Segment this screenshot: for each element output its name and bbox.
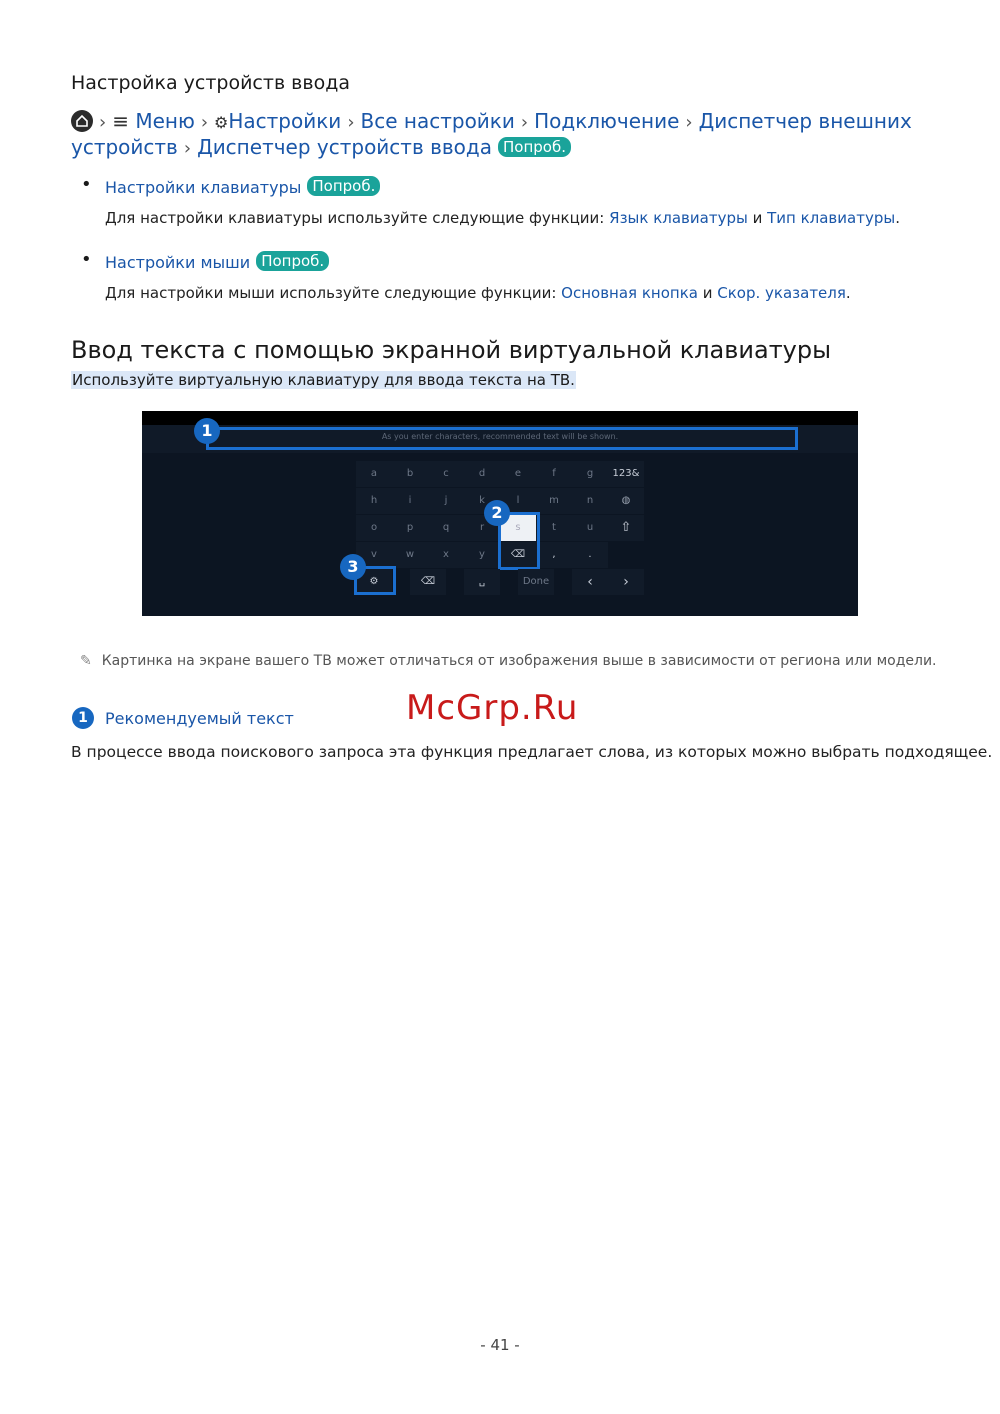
key[interactable]: x bbox=[428, 542, 464, 568]
breadcrumb-item-connection[interactable]: Подключение bbox=[534, 109, 680, 133]
done-key[interactable]: Done bbox=[518, 569, 554, 595]
shift-icon[interactable]: ⇧ bbox=[608, 515, 644, 541]
keyboard-settings-item[interactable] bbox=[105, 176, 380, 197]
pencil-icon: ✎ bbox=[80, 653, 92, 669]
mouse-settings-item[interactable] bbox=[105, 251, 329, 272]
chevron-right-icon: › bbox=[347, 112, 355, 133]
pointer-speed-link[interactable]: Скор. указателя bbox=[717, 284, 846, 302]
callout-3: 3 bbox=[340, 554, 366, 580]
callout-1: 1 bbox=[194, 418, 220, 444]
desc-text: и bbox=[697, 284, 718, 302]
recommended-title: Рекомендуемый текст bbox=[105, 709, 294, 728]
key[interactable]: u bbox=[572, 515, 608, 541]
input-placeholder: As you enter characters, recommended text will be shown. bbox=[381, 432, 619, 441]
breadcrumb-item-all-settings[interactable]: Все настройки bbox=[360, 109, 515, 133]
keyboard-type-link[interactable]: Тип клавиатуры bbox=[767, 209, 896, 227]
primary-button-link[interactable]: Основная кнопка bbox=[561, 284, 698, 302]
chevron-right-icon: › bbox=[520, 112, 529, 133]
key[interactable]: e bbox=[500, 461, 536, 487]
breadcrumb-item-input-device-manager[interactable]: Диспетчер устройств ввода bbox=[197, 135, 492, 159]
virtual-keyboard-screenshot bbox=[142, 411, 858, 616]
chevron-right-icon: › bbox=[685, 112, 693, 133]
key[interactable]: g bbox=[572, 461, 608, 487]
key[interactable]: a bbox=[356, 461, 392, 487]
try-now-badge[interactable]: Попроб. bbox=[256, 251, 329, 271]
key[interactable]: n bbox=[572, 488, 608, 514]
desc-text: . bbox=[845, 284, 851, 302]
key-focused[interactable]: s bbox=[500, 515, 536, 541]
desc-text: . bbox=[895, 209, 900, 227]
settings-gear-icon[interactable]: ⚙ bbox=[356, 569, 392, 595]
recommended-number-badge: 1 bbox=[72, 707, 94, 729]
key[interactable]: t bbox=[536, 515, 572, 541]
bullet-dot: • bbox=[81, 249, 92, 270]
chevron-right-icon: › bbox=[99, 112, 107, 133]
key[interactable]: r bbox=[464, 515, 500, 541]
key[interactable]: l bbox=[500, 488, 536, 514]
backspace-icon[interactable]: ⌫ bbox=[500, 542, 536, 568]
gear-icon: ⚙ bbox=[214, 113, 229, 132]
keyboard-settings-desc bbox=[105, 209, 900, 227]
desc-text: Для настройки клавиатуры используйте следующие функции: bbox=[105, 209, 610, 227]
key[interactable]: c bbox=[428, 461, 464, 487]
menu-icon: ≡ bbox=[112, 109, 129, 133]
main-heading: Ввод текста с помощью экранной виртуальной клавиатуры bbox=[71, 336, 832, 364]
key[interactable]: m bbox=[536, 488, 572, 514]
keyboard-settings-title[interactable]: Настройки клавиатуры bbox=[105, 178, 302, 197]
chevron-right-icon: › bbox=[200, 112, 209, 133]
key[interactable]: p bbox=[392, 515, 428, 541]
breadcrumb-item-settings[interactable]: Настройки bbox=[228, 109, 342, 133]
key[interactable]: f bbox=[536, 461, 572, 487]
keyboard-language-link[interactable]: Язык клавиатуры bbox=[609, 209, 748, 227]
key[interactable]: w bbox=[392, 542, 428, 568]
breadcrumb bbox=[71, 109, 951, 161]
key[interactable]: q bbox=[428, 515, 464, 541]
chevron-right-icon[interactable]: › bbox=[608, 569, 644, 595]
watermark: McGrp.Ru bbox=[406, 688, 579, 728]
callout-2: 2 bbox=[484, 500, 510, 526]
key[interactable]: i bbox=[392, 488, 428, 514]
key[interactable]: y bbox=[464, 542, 500, 568]
tv-top-bar bbox=[142, 411, 858, 425]
note-text: Картинка на экране вашего ТВ может отличаться от изображения выше в зависимости от региона или модели. bbox=[101, 653, 937, 669]
chevron-left-icon[interactable]: ‹ bbox=[572, 569, 608, 595]
key[interactable]: . bbox=[572, 542, 608, 568]
mouse-settings-desc bbox=[105, 284, 851, 302]
try-now-badge[interactable]: Попроб. bbox=[498, 137, 571, 157]
key[interactable]: b bbox=[392, 461, 428, 487]
globe-icon[interactable]: ◍ bbox=[608, 488, 644, 514]
desc-text: и bbox=[747, 209, 768, 227]
key[interactable]: o bbox=[356, 515, 392, 541]
highlight-box-1 bbox=[206, 427, 798, 450]
subtitle: Используйте виртуальную клавиатуру для ввода текста на ТВ. bbox=[72, 371, 575, 389]
mode-key[interactable]: 123& bbox=[608, 461, 644, 487]
breadcrumb-item-menu[interactable]: Меню bbox=[135, 109, 195, 133]
key[interactable]: h bbox=[356, 488, 392, 514]
space-icon[interactable]: ␣ bbox=[464, 569, 500, 595]
mouse-settings-title[interactable]: Настройки мыши bbox=[105, 253, 251, 272]
key[interactable]: k bbox=[464, 488, 500, 514]
recommended-desc: В процессе ввода поискового запроса эта функция предлагает слова, из которых можно выбрать подходящее. bbox=[71, 743, 993, 761]
key[interactable]: d bbox=[464, 461, 500, 487]
try-now-badge[interactable]: Попроб. bbox=[307, 176, 380, 196]
home-icon[interactable] bbox=[71, 110, 93, 132]
delete-icon[interactable]: ⌫ bbox=[410, 569, 446, 595]
note bbox=[80, 653, 937, 669]
bullet-dot: • bbox=[81, 174, 92, 195]
chevron-right-icon: › bbox=[183, 138, 192, 159]
section-title: Настройка устройств ввода bbox=[71, 72, 350, 94]
key[interactable]: , bbox=[536, 542, 572, 568]
desc-text: Для настройки мыши используйте следующие функции: bbox=[105, 284, 562, 302]
key[interactable]: j bbox=[428, 488, 464, 514]
key[interactable]: v bbox=[356, 542, 392, 568]
breadcrumb-item-external-device-manager[interactable]: Диспетчер внешних устройств bbox=[71, 109, 912, 159]
page-number: - 41 - bbox=[480, 1336, 520, 1354]
